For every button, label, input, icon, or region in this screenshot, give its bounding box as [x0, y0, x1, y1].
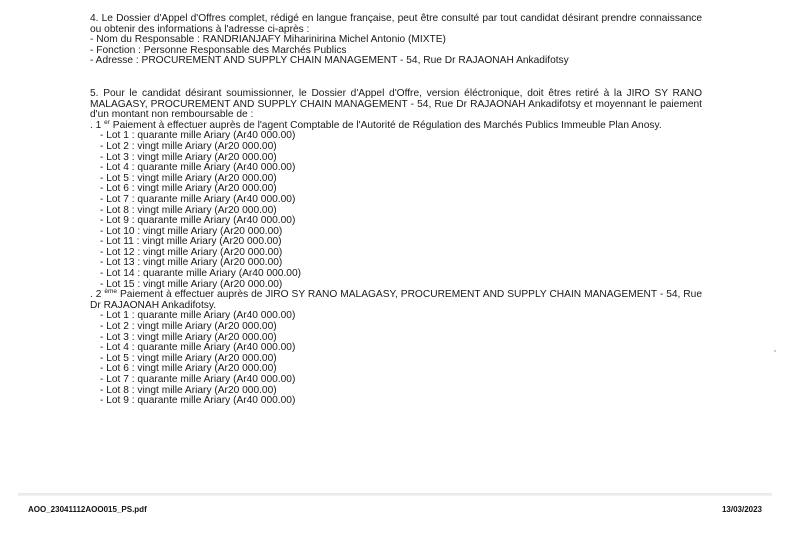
page-footer — [28, 505, 762, 514]
list-item: - Lot 1 : quarante mille Ariary (Ar40 000.00) — [100, 130, 296, 142]
scan-speck — [774, 350, 776, 352]
list-item: - Lot 9 : quarante mille Ariary (Ar40 000.00) — [100, 395, 296, 407]
list-item: - Lot 2 : vingt mille Ariary (Ar20 000.00) — [100, 140, 277, 152]
list-item: - Lot 15 : vingt mille Ariary (Ar20 000.00) — [100, 278, 283, 290]
payment-1-text: Paiement à effectuer auprès de l'agent Comptable de l'Autorité de Régulation des Marchés Publics Immeuble Plan Anosy. — [109, 119, 662, 131]
list-item: - Lot 5 : vingt mille Ariary (Ar20 000.00) — [100, 352, 277, 364]
section-4-line-adresse: - Adresse : PROCUREMENT AND SUPPLY CHAIN MANAGEMENT - 54, Rue Dr RAJAONAH Ankadifotsy — [90, 55, 569, 67]
list-item: - Lot 7 : quarante mille Ariary (Ar40 000.00) — [100, 193, 296, 205]
section-4-line-fonction: - Fonction : Personne Responsable des Marchés Publics — [90, 44, 347, 56]
section-4-line-responsable: - Nom du Responsable : RANDRIANJAFY Miharinirina Michel Antonio (MIXTE) — [90, 34, 446, 46]
list-item: - Lot 5 : vingt mille Ariary (Ar20 000.00) — [100, 172, 277, 184]
list-item: - Lot 8 : vingt mille Ariary (Ar20 000.00) — [100, 384, 277, 396]
payment-1-prefix: . 1 — [90, 119, 102, 131]
list-item: - Lot 6 : vingt mille Ariary (Ar20 000.00) — [100, 363, 277, 375]
list-item: - Lot 1 : quarante mille Ariary (Ar40 000.00) — [100, 310, 296, 322]
footer-divider — [18, 493, 772, 496]
footer-filename: AOO_23041112AOO015_PS.pdf — [28, 505, 147, 514]
section-5-intro: 5. Pour le candidat désirant soumissionner, le Dossier d'Appel d'Offre, version éléctronique, doit êtres retiré à la JIRO SY RANO MALAGASY, PROCUREMENT AND SUPPLY CHAIN MANAGEMENT - 54, Rue Dr RAJAONAH Ankadifotsy et moyennant le paiement d'un montant non remboursable de : — [90, 87, 702, 121]
payment-1-lot-list — [90, 131, 702, 290]
payment-2-prefix: . 2 — [90, 289, 102, 301]
list-item: - Lot 9 : quarante mille Ariary (Ar40 000.00) — [100, 215, 296, 227]
list-item: - Lot 8 : vingt mille Ariary (Ar20 000.00) — [100, 204, 277, 216]
list-item: - Lot 3 : vingt mille Ariary (Ar20 000.00) — [100, 331, 277, 343]
footer-date: 13/03/2023 — [721, 505, 762, 514]
list-item: - Lot 4 : quarante mille Ariary (Ar40 000.00) — [100, 342, 296, 354]
section-5 — [90, 89, 702, 407]
payment-2-ordinal: ème — [104, 288, 118, 296]
list-item: - Lot 14 : quarante mille Ariary (Ar40 000.00) — [100, 268, 302, 280]
section-4 — [90, 14, 702, 67]
payment-1-ordinal: er — [104, 118, 110, 126]
list-item: - Lot 7 : quarante mille Ariary (Ar40 000.00) — [100, 374, 296, 385]
list-item: - Lot 6 : vingt mille Ariary (Ar20 000.00) — [100, 183, 277, 195]
list-item: - Lot 12 : vingt mille Ariary (Ar20 000.00) — [100, 246, 283, 258]
document-body — [90, 14, 702, 407]
list-item: - Lot 4 : quarante mille Ariary (Ar40 000.00) — [100, 162, 296, 174]
section-4-intro: 4. Le Dossier d'Appel d'Offres complet, rédigé en langue française, peut être consulté par tout candidat désirant prendre connaissance ou obtenir des informations à l'adresse ci-après : — [90, 13, 702, 35]
list-item: - Lot 11 : vingt mille Ariary (Ar20 000.00) — [100, 236, 282, 248]
list-item: - Lot 3 : vingt mille Ariary (Ar20 000.00) — [100, 151, 277, 163]
list-item: - Lot 2 : vingt mille Ariary (Ar20 000.00) — [100, 321, 277, 333]
payment-2-text: Paiement à effectuer auprès de JIRO SY RANO MALAGASY, PROCUREMENT AND SUPPLY CHAIN MANAGEMENT - 54, Rue Dr RAJAONAH Ankadifotsy. — [90, 289, 703, 311]
payment-2-heading — [90, 290, 702, 311]
list-item: - Lot 13 : vingt mille Ariary (Ar20 000.00) — [100, 257, 283, 269]
list-item: - Lot 10 : vingt mille Ariary (Ar20 000.00) — [100, 225, 283, 237]
payment-2-lot-list — [90, 311, 702, 406]
